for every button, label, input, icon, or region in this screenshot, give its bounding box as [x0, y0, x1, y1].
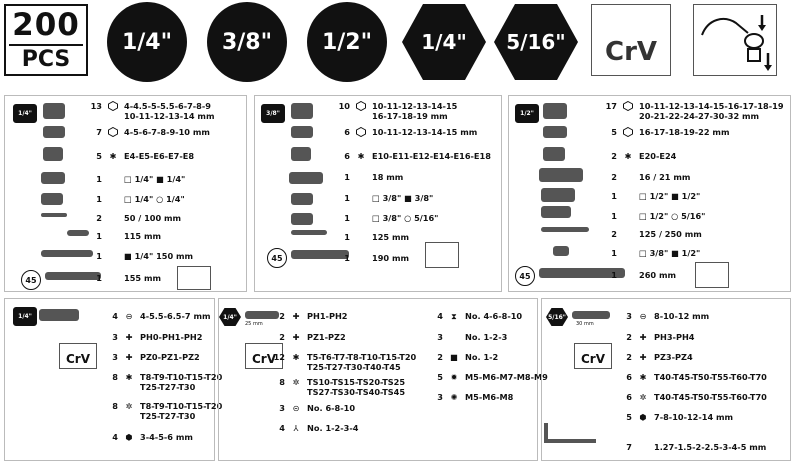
- bits-1-4-material: CrV: [59, 343, 97, 369]
- panel-5-16-bits: [541, 298, 791, 461]
- torx-star-icon: ✱: [109, 151, 117, 161]
- extension-bar-image: [541, 227, 589, 232]
- panel-1-4-sockets: [4, 95, 247, 292]
- pozi-icon: ✚: [292, 332, 300, 342]
- phillips-icon: ✚: [639, 332, 647, 342]
- square-icon: ■: [450, 352, 458, 362]
- panel-1-2-sockets: [508, 95, 791, 292]
- ratchet-pictogram-icon: [695, 262, 729, 288]
- hex-outline-icon: [622, 127, 634, 137]
- bits-5-16-drive-hex: [546, 307, 568, 327]
- spinner-handle-image: [41, 250, 93, 257]
- torx-tamper-icon: ✲: [292, 377, 300, 387]
- list-item: 2 50 / 100 mm: [96, 213, 182, 223]
- torx-socket-image: [291, 147, 311, 161]
- bits-5-16-drive-tag: 5/16": [548, 313, 566, 321]
- list-item: 2 ✚ PH3-PH4: [626, 332, 695, 342]
- triwing-icon: ⅄: [293, 423, 299, 433]
- clutch-icon: ⧗: [451, 311, 457, 321]
- xzn-icon: ✺: [450, 392, 458, 402]
- bit-length-label: 30 mm: [576, 321, 594, 327]
- list-item: 6 ✱ T40-T45-T50-T55-T60-T70: [626, 372, 767, 382]
- list-item: 1 190 mm: [344, 253, 410, 263]
- slot-icon: ⊖: [125, 311, 133, 321]
- list-item: 7 4-5-6-7-8-9-10 mm: [96, 127, 210, 137]
- socket-image: [291, 103, 313, 119]
- list-item: 12 ✱ T5-T6-T7-T8-T10-T15-T20 T25-T27-T30-T40-T45: [273, 352, 417, 372]
- adapter-image: [41, 193, 63, 205]
- panel-1-2-45-badge: 45: [515, 266, 535, 286]
- panel-1-2-drive-tag: 1/2": [515, 104, 539, 123]
- pozi-icon: ✚: [125, 352, 133, 362]
- list-item: 5 16-17-18-19-22 mm: [611, 127, 730, 137]
- torx-socket-image: [43, 147, 63, 161]
- torx-icon: ✱: [292, 352, 300, 362]
- list-item: 3 No. 1-2-3: [437, 332, 508, 342]
- panel-1-4-drive-tag: 1/4": [13, 104, 37, 123]
- list-item: 4 ⊖ 4-5.5-6.5-7 mm: [112, 311, 211, 321]
- deep-socket-image: [43, 126, 65, 138]
- list-item: 1 □ 1/4" ○ 1/4": [96, 194, 185, 204]
- drive-size-circle-2: 3/8": [207, 2, 287, 82]
- reducer-adapter-image: [553, 246, 569, 256]
- list-item: 1 □ 3/8" ■ 3/8": [344, 193, 434, 203]
- list-item: 2 ✚ PH1-PH2: [279, 311, 348, 321]
- hex-outline-icon: [107, 101, 119, 111]
- panel-3-8-sockets: [254, 95, 502, 292]
- ratchet-pictogram-icon: [425, 242, 459, 268]
- list-item: 2 ■ No. 1-2: [437, 352, 499, 362]
- adapter-image: [291, 213, 313, 225]
- torx-tamper-icon: ✲: [125, 401, 133, 411]
- ratchet-usage-pictogram: [693, 4, 777, 76]
- list-item: 5 ✱ E4-E5-E6-E7-E8: [96, 151, 195, 161]
- extension-bar-image: [41, 213, 67, 217]
- drive-size-circle-1: 1/4": [107, 2, 187, 82]
- list-item: 8 ✲ TS10-TS15-TS20-TS25 TS27-TS30-TS40-TS45: [279, 377, 406, 397]
- list-item: 1 115 mm: [96, 231, 162, 241]
- list-item: 3 ⊖ 8-10-12 mm: [626, 311, 710, 321]
- bit-holder-image: [39, 309, 79, 321]
- piece-count-box: [4, 4, 88, 76]
- list-item: 2 16 / 21 mm: [611, 172, 691, 182]
- list-item: 3 ✚ PH0-PH1-PH2: [112, 332, 203, 342]
- list-item: 3 ✚ PZ0-PZ1-PZ2: [112, 352, 200, 362]
- list-item: 5 ⬢ 7-8-10-12-14 mm: [626, 412, 734, 422]
- panel-3-8-45-badge: 45: [267, 248, 287, 268]
- list-item: 4 ⬢ 3-4-5-6 mm: [112, 432, 193, 442]
- panel-1-4-45-badge: 45: [21, 270, 41, 290]
- phillips-icon: ✚: [292, 311, 300, 321]
- hand-ratchet-icon: [694, 5, 778, 77]
- torx-star-icon: ✱: [624, 151, 632, 161]
- pozi-icon: ✚: [639, 352, 647, 362]
- piece-count-unit: PCS: [21, 47, 71, 72]
- material-label: CrV: [591, 4, 671, 76]
- list-item: 2 ✚ PZ3-PZ4: [626, 352, 693, 362]
- panel-1-4-bits: [4, 298, 223, 461]
- hex-outline-icon: [107, 127, 119, 137]
- list-item: 1 260 mm: [611, 270, 677, 280]
- bit-image: [572, 311, 610, 319]
- torx-icon: ✱: [639, 372, 647, 382]
- bit-drive-hex-1: [402, 2, 486, 82]
- bit-length-label: 25 mm: [245, 321, 263, 327]
- ratchet-pictogram-icon: [177, 266, 211, 290]
- torx-tamper-icon: ✲: [639, 392, 647, 402]
- bits-5-16-material: CrV: [574, 343, 612, 369]
- hex-outline-icon: [355, 101, 367, 111]
- list-item: 6 10-11-12-13-14-15 mm: [344, 127, 478, 137]
- bits-1-4b-material: CrV: [245, 343, 283, 369]
- list-item: 4 ⅄ No. 1-2-3-4: [279, 423, 359, 433]
- socket-image: [543, 103, 567, 119]
- list-item: 1 ■ 1/4" 150 mm: [96, 251, 194, 261]
- spanner-icon: ⊝: [292, 403, 300, 413]
- list-item: 2 ✚ PZ1-PZ2: [279, 332, 346, 342]
- universal-joint-image: [41, 172, 65, 184]
- phillips-icon: ✚: [125, 332, 133, 342]
- list-item: 1 □ 3/8" ○ 5/16": [344, 213, 439, 223]
- list-item: 3 ✺ M5-M6-M8: [437, 392, 514, 402]
- panel-1-4-bits-25mm: [218, 298, 548, 461]
- sliding-tbar-image: [67, 230, 89, 236]
- torx-socket-image: [543, 147, 565, 161]
- universal-joint-image: [541, 188, 575, 202]
- extension-bar-image: [291, 230, 327, 235]
- bits-1-4-drive-tag: 1/4": [13, 307, 37, 326]
- list-item: 13 4-4.5-5-5.5-6-7-8-9 10-11-12-13-14 mm: [90, 101, 215, 121]
- list-item: 1 □ 3/8" ■ 1/2": [611, 248, 701, 258]
- drive-size-circle-3: 1/2": [307, 2, 387, 82]
- slot-icon: ⊖: [639, 311, 647, 321]
- list-item: 10 10-11-12-13-14-15 16-17-18-19 mm: [338, 101, 458, 121]
- spark-plug-socket-image: [539, 168, 583, 182]
- torx-icon: ✱: [125, 372, 133, 382]
- hex-icon: ⬢: [639, 412, 647, 422]
- deep-socket-image: [291, 126, 313, 138]
- piece-count: 200: [12, 7, 80, 43]
- hex-icon: ⬢: [125, 432, 133, 442]
- universal-joint-image: [291, 193, 313, 205]
- bit-drive-hex-1-label: 1/4": [421, 30, 467, 54]
- list-item: 1 18 mm: [344, 172, 404, 182]
- socket-image: [43, 103, 65, 119]
- list-item: 6 ✲ T40-T45-T50-T55-T60-T70: [626, 392, 767, 402]
- torx-star-icon: ✱: [357, 151, 365, 161]
- hex-outline-icon: [622, 101, 634, 111]
- list-item: 8 ✲ T8-T9-T10-T15-T20 T25-T27-T30: [112, 401, 223, 421]
- list-item: 2 125 / 250 mm: [611, 229, 702, 239]
- hex-outline-icon: [355, 127, 367, 137]
- bits-1-4b-drive-tag: 1/4": [223, 313, 237, 321]
- hex-key-image: [542, 419, 602, 455]
- list-item: 1 155 mm: [96, 273, 162, 283]
- adapter-image: [541, 206, 571, 218]
- list-item: 4 ⧗ No. 4-6-8-10: [437, 311, 523, 321]
- spark-plug-socket-image: [289, 172, 323, 184]
- deep-socket-image: [543, 126, 567, 138]
- bit-drive-hex-2-label: 5/16": [506, 30, 566, 54]
- list-item: 3 ⊝ No. 6-8-10: [279, 403, 356, 413]
- bit-drive-hex-2: [494, 2, 578, 82]
- list-item: 2 ✱ E20-E24: [611, 151, 677, 161]
- list-item: 5 ✹ M5-M6-M7-M8-M9: [437, 372, 548, 382]
- panel-3-8-drive-tag: 3/8": [261, 104, 285, 123]
- spline-icon: ✹: [450, 372, 458, 382]
- list-item: 17 10-11-12-13-14-15-16-17-18-19 20-21-22-24-27-30-32 mm: [605, 101, 784, 121]
- list-item: 8 ✱ T8-T9-T10-T15-T20 T25-T27-T30: [112, 372, 223, 392]
- list-item: 6 ✱ E10-E11-E12-E14-E16-E18: [344, 151, 491, 161]
- list-item: 1 □ 1/4" ■ 1/4": [96, 174, 186, 184]
- bits-1-4b-drive-hex: [219, 307, 241, 327]
- list-item: 7 1.27-1.5-2-2.5-3-4-5 mm: [626, 442, 767, 452]
- list-item: 1 □ 1/2" ○ 5/16": [611, 211, 706, 221]
- header-strip: [0, 0, 795, 85]
- list-item: 1 125 mm: [344, 232, 410, 242]
- list-item: 1 □ 1/2" ■ 1/2": [611, 191, 701, 201]
